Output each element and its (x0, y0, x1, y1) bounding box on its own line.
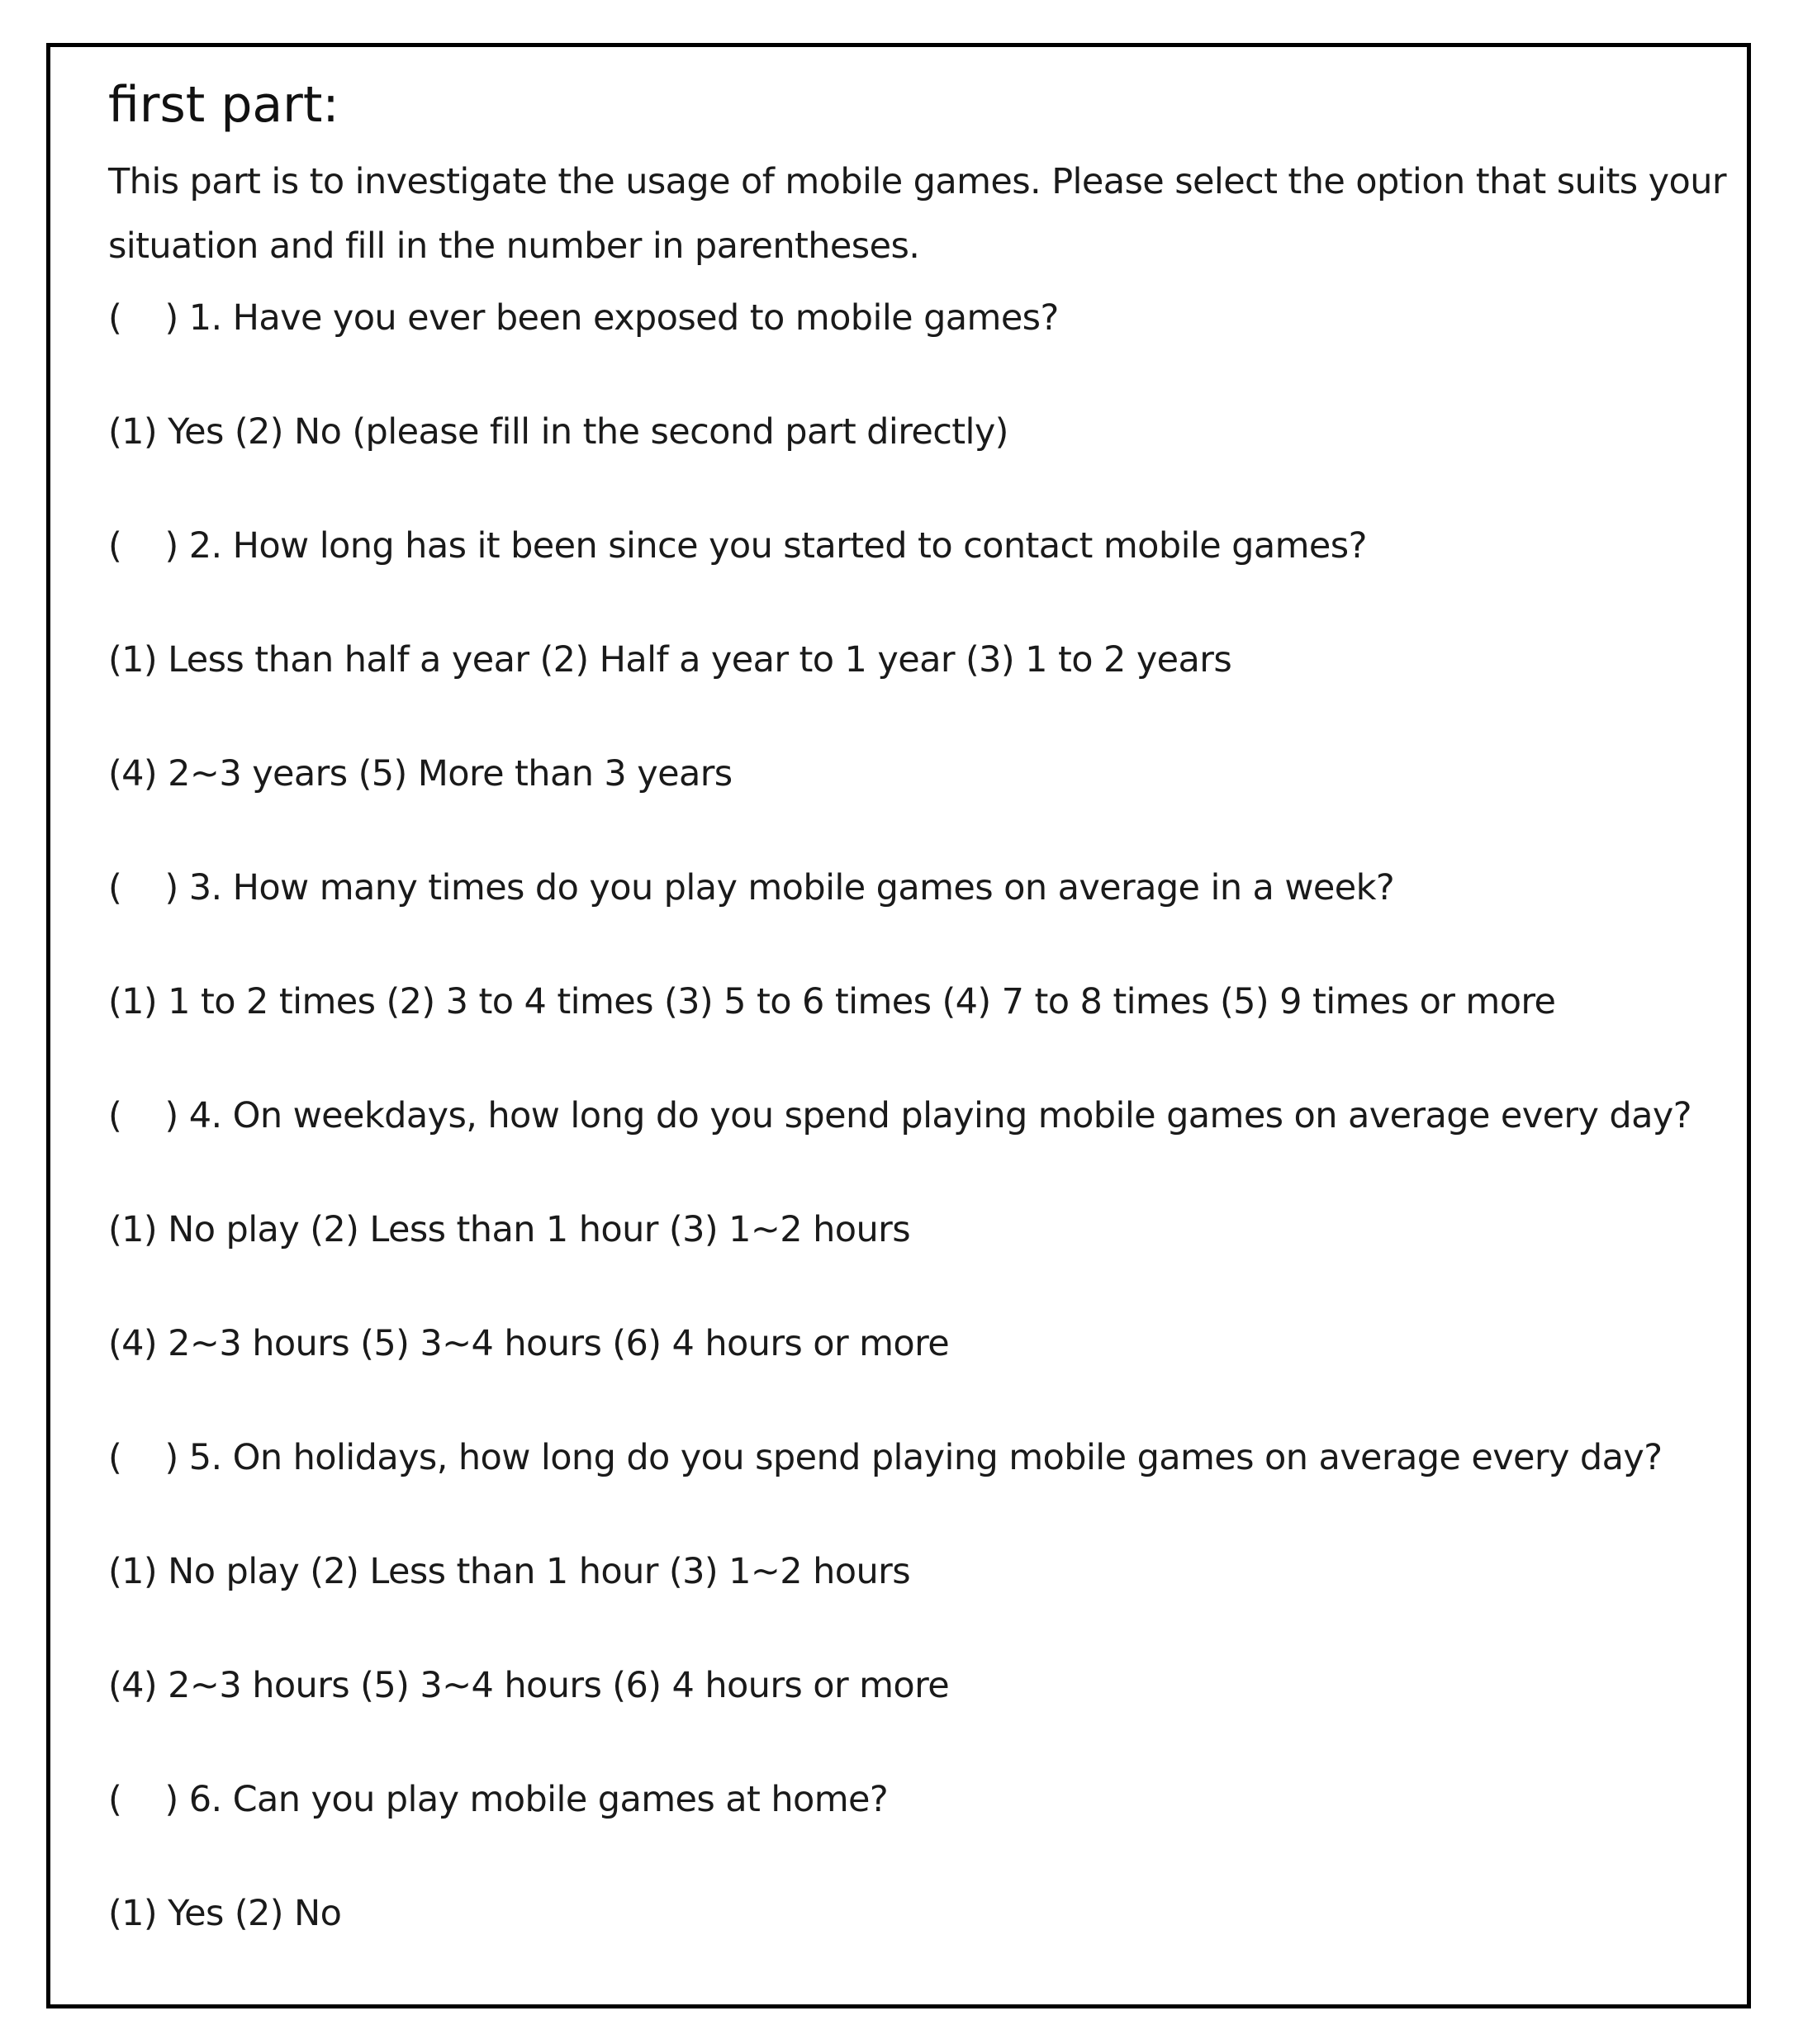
options-2-line-1: (1) Less than half a year (2) Half a year to 1 year (3) 1 to 2 years (108, 639, 1232, 681)
options-4-line-1: (1) No play (2) Less than 1 hour (3) 1~2 hours (108, 1209, 910, 1250)
question-text: 3. How many times do you play mobile games on average in a week? (188, 867, 1395, 908)
question-6 (108, 1775, 1739, 1889)
question-4 (108, 1091, 1739, 1205)
answer-blank[interactable]: ( ) (108, 1437, 178, 1478)
answer-blank[interactable]: ( ) (108, 867, 178, 908)
question-text: 6. Can you play mobile games at home? (188, 1779, 889, 1820)
options-1-line-1: (1) Yes (2) No (please fill in the second part directly) (108, 411, 1008, 453)
options-5-line-2: (4) 2~3 hours (5) 3~4 hours (6) 4 hours or more (108, 1665, 950, 1706)
questionnaire-frame (46, 43, 1751, 2008)
options-5-line-1: (1) No play (2) Less than 1 hour (3) 1~2 hours (108, 1551, 910, 1592)
answer-blank[interactable]: ( ) (108, 525, 178, 567)
question-1 (108, 293, 1739, 407)
options-3-line-1: (1) 1 to 2 times (2) 3 to 4 times (3) 5 to 6 times (4) 7 to 8 times (5) 9 times or more (108, 981, 1556, 1022)
options-4-line-2: (4) 2~3 hours (5) 3~4 hours (6) 4 hours or more (108, 1323, 950, 1364)
question-text: 5. On holidays, how long do you spend playing mobile games on average every day? (188, 1437, 1663, 1478)
options-2-line-2: (4) 2~3 years (5) More than 3 years (108, 753, 733, 794)
question-text: 4. On weekdays, how long do you spend playing mobile games on average every day? (188, 1095, 1691, 1136)
questionnaire-content (108, 76, 1739, 2003)
answer-blank[interactable]: ( ) (108, 1779, 178, 1820)
question-3 (108, 863, 1739, 977)
options-6-line-1: (1) Yes (2) No (108, 1893, 342, 1934)
answer-blank[interactable]: ( ) (108, 1095, 178, 1136)
section-intro: This part is to investigate the usage of mobile games. Please select the option that suits your situation and fill in the number in parentheses. (108, 161, 1726, 267)
section-heading: first part: (108, 76, 339, 134)
answer-blank[interactable]: ( ) (108, 297, 178, 339)
question-5 (108, 1433, 1739, 1547)
question-text: 2. How long has it been since you started to contact mobile games? (188, 525, 1367, 567)
question-2 (108, 521, 1739, 635)
question-text: 1. Have you ever been exposed to mobile games? (188, 297, 1059, 339)
